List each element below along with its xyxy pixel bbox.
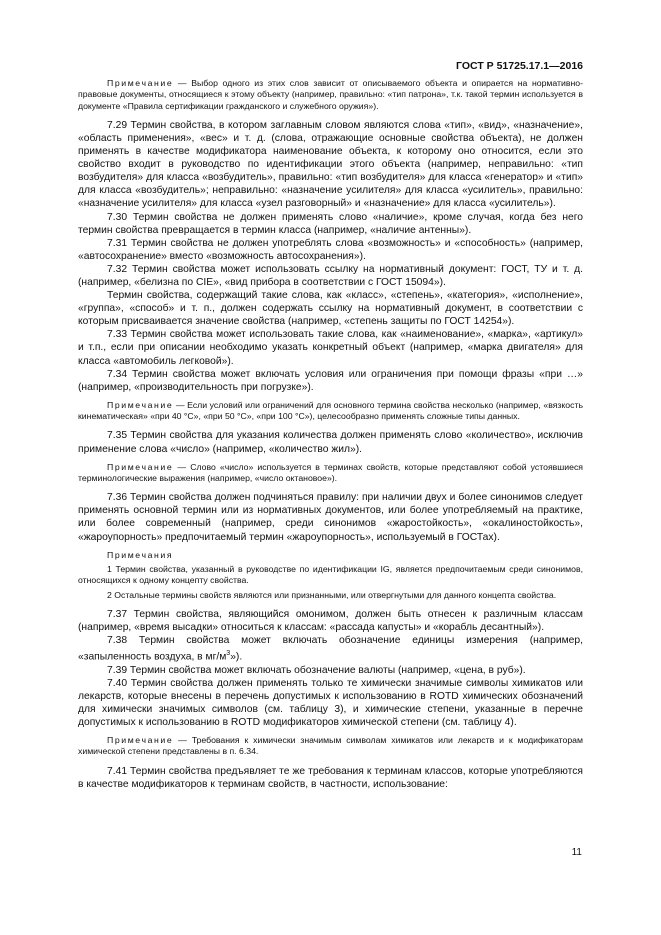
superscript: 3	[226, 650, 231, 658]
paragraph-7-32-cont: Термин свойства, содержащий такие слова, как «класс», «степень», «категория», «исполнение», «группа», «способ» и т. п., должен содержать ссылку на нормативный документ, в соответствии с которым присваивается значение свойства (например, «степень защиты по ГОСТ 14254»).	[78, 290, 583, 328]
note-text: — Требования к химически значимым символам химикатов или лекарств и к модификаторам химической степени представлены в п. 6.34.	[78, 735, 583, 757]
note	[78, 400, 583, 423]
paragraph-7-32: 7.32 Термин свойства может использовать ссылку на нормативный документ: ГОСТ, ТУ и т. д. (например, «белизна по CIE», «вид прибора в соответствии с ГОСТ 15094»).	[78, 263, 583, 289]
paragraph-7-31: 7.31 Термин свойства не должен употреблять слова «возможность» и «способность» (например, «автосохранение» вместо «возможность автосохранения»).	[78, 237, 583, 262]
note-label: Примечание	[107, 735, 174, 746]
note	[78, 78, 583, 112]
note-item-2: 2 Остальные термины свойств являются или признанными, или отвергнутыми для данного концепта свойства.	[107, 589, 557, 600]
paragraph-7-40: 7.40 Термин свойства должен применять только те химически значимые символы химикатов или лекарств, которые внесены в перечень допустимых к использованию в ROTD химических обозначений для химически значимых символов (см. таблицу 3), и химические степени, указанные в перечне допустимых к использованию в ROTD модификаторов химической степени (см. таблицу 4).	[78, 677, 583, 728]
notes-header-label: Примечания	[107, 549, 174, 560]
paragraph-7-38-after: »).	[230, 651, 243, 663]
paragraph-7-29: 7.29 Термин свойства, в котором заглавным словом являются слова «тип», «вид», «назначение», «область применения», «вес» и т. д. (слова, отражающие основные свойства объекта), не должен применять в качестве модификатора наименование объекта, к которому оно относится, если это свойство входит в руководство по идентификации этого объекта (например, неправильно: «тип возбудителя» для класса «возбудитель», правильно: «тип возбудителя» для класса «генератор» и «тип» для класса «возбудитель»; неправильно: «назначение усилителя» для класса «усилитель», правильно: «назначение усилителя» для класса «узел разговорный» и «назначение» для класса «усилитель»).	[78, 119, 583, 210]
paragraph-7-38-text: 7.38 Термин свойства может включать обозначение единицы измерения (например, «запыленность воздуха, в мг/м	[78, 634, 583, 663]
note-label: Примечание	[107, 461, 174, 472]
page-content	[78, 78, 583, 791]
paragraph-7-38	[78, 634, 583, 664]
note-item-1: 1 Термин свойства, указанный в руководстве по идентификации IG, является предпочитаемым среди синонимов, относящихся к одному концепту свойства.	[78, 563, 583, 586]
paragraph-7-41: 7.41 Термин свойства предъявляет те же требования к терминам классов, которые употребляются в качестве модификаторов к терминам свойств, в частности, использование:	[78, 765, 583, 790]
note-label: Примечание	[107, 78, 174, 88]
note-label: Примечание	[107, 399, 174, 410]
note-text: — Выбор одного из этих слов зависит от описываемого объекта и опирается на нормативно-правовые документы, относящиеся к этому объекту (например, правильно: «тип патрона», т.к. такой термин используется в документе «Правила сертификации гражданского и служебного оружия»).	[78, 78, 583, 111]
note-text: — Если условий или ограничений для основного термина свойства несколько (например, «вязкость кинематическая» «при 40 °С», «при 50 °С», «при 100 °С»), целесообразно применять сложные типы данных.	[78, 399, 583, 422]
notes-header	[78, 550, 583, 561]
paragraph-7-36: 7.36 Термин свойства должен подчиняться правилу: при наличии двух и более синонимов следует применять основной термин или из нормативных документов, или более употребляемый на практике, или более современный (например, среди синонимов «жаростойкость», «окалиностойкость», «жароупорность» предпочитаемый термин «жароупорность», используемый в ГОСТах).	[78, 492, 583, 543]
paragraph-7-35: 7.35 Термин свойства для указания количества должен применять слово «количество», исключив применение слова «число» (например, «количество жил»).	[78, 430, 583, 455]
paragraph-7-37: 7.37 Термин свойства, являющийся омонимом, должен быть отнесен к различным классам (например, «время высадки» относиться к классам: «рассада капусты» и «корабль десантный»).	[78, 608, 583, 633]
note	[78, 462, 583, 485]
paragraph-7-34: 7.34 Термин свойства может включать условия или ограничения при помощи фразы «при …» (например, «производительность при погрузке»).	[78, 368, 583, 393]
paragraph-7-33: 7.33 Термин свойства может использовать такие слова, как «наименование», «марка», «артикул» и т.п., если при описании необходимо указать конкретный объект (например, «марка двигателя» для класса «автомобиль легковой»).	[78, 329, 583, 367]
page-number: 11	[571, 847, 582, 858]
page-header: ГОСТ Р 51725.17.1—2016	[456, 60, 583, 72]
note-text: — Слово «число» используется в терминах свойств, которые представляют собой устоявшиеся терминологические выражения (например, «число октановое»).	[78, 461, 583, 483]
paragraph-7-30: 7.30 Термин свойства не должен применять слово «наличие», кроме случая, когда без него термин свойства превращается в термин класса (например, «наличие антенны»).	[78, 211, 583, 236]
paragraph-7-39: 7.39 Термин свойства может включать обозначение валюты (например, «цена, в руб»).	[107, 664, 526, 676]
note	[78, 735, 583, 758]
